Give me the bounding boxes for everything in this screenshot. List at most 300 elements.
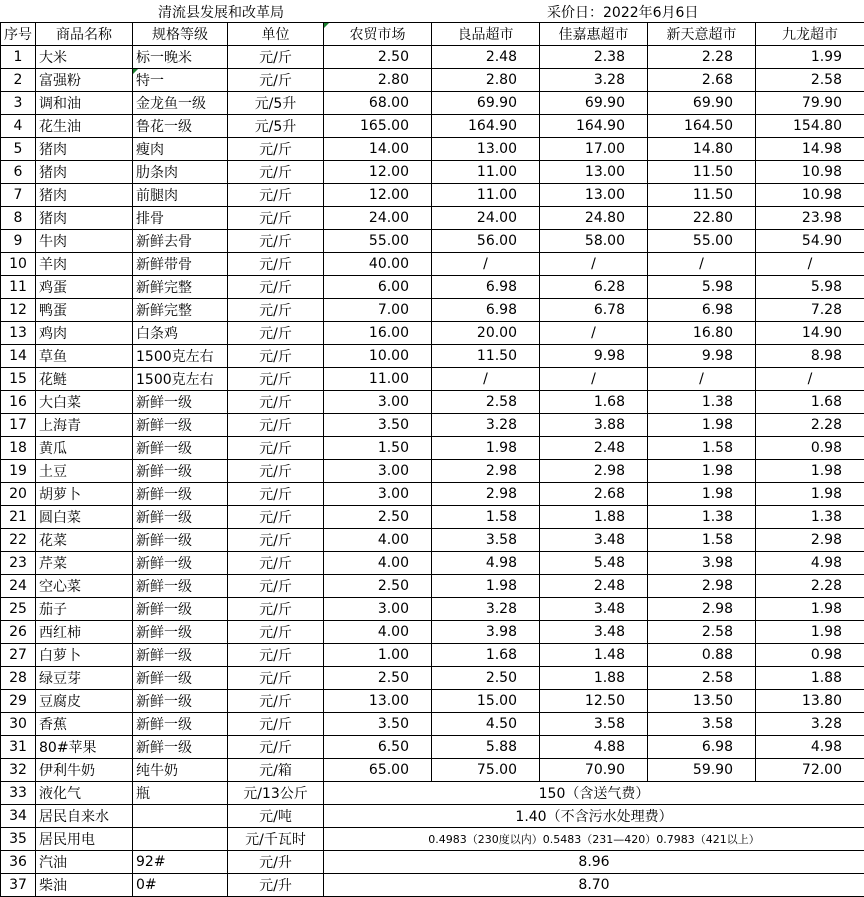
cell-unit[interactable]: 元/斤	[228, 644, 324, 667]
cell-unit[interactable]: 元/斤	[228, 299, 324, 322]
cell-unit[interactable]: 元/斤	[228, 690, 324, 713]
cell-xintianyi[interactable]: 2.58	[648, 621, 756, 644]
cell-unit[interactable]: 元/吨	[228, 805, 324, 828]
cell-jiajiahui[interactable]: 1.88	[540, 506, 648, 529]
cell-spec[interactable]: 新鲜一级	[133, 667, 228, 690]
cell-unit[interactable]: 元/斤	[228, 230, 324, 253]
cell-farmers-market[interactable]: 3.50	[324, 713, 432, 736]
cell-jiajiahui[interactable]: 3.48	[540, 621, 648, 644]
cell-liangpin[interactable]: 13.00	[432, 138, 540, 161]
cell-liangpin[interactable]: 3.98	[432, 621, 540, 644]
cell-jiajiahui[interactable]: 2.68	[540, 483, 648, 506]
cell-unit[interactable]: 元/13公斤	[228, 782, 324, 805]
cell-spec[interactable]: 新鲜一级	[133, 575, 228, 598]
cell-product[interactable]: 鸡蛋	[36, 276, 133, 299]
cell-spec[interactable]: 新鲜一级	[133, 690, 228, 713]
col-header-liangpin[interactable]: 良品超市	[432, 23, 540, 46]
cell-unit[interactable]: 元/升	[228, 851, 324, 874]
cell-jiajiahui[interactable]: 6.28	[540, 276, 648, 299]
cell-product[interactable]: 空心菜	[36, 575, 133, 598]
cell-jiulong[interactable]: 54.90	[756, 230, 864, 253]
cell-jiulong[interactable]: 23.98	[756, 207, 864, 230]
cell-jiulong[interactable]: 1.99	[756, 46, 864, 69]
cell-product[interactable]: 西红柿	[36, 621, 133, 644]
cell-unit[interactable]: 元/斤	[228, 184, 324, 207]
cell-index[interactable]: 6	[1, 161, 36, 184]
cell-index[interactable]: 32	[1, 759, 36, 782]
cell-xintianyi[interactable]: 11.50	[648, 161, 756, 184]
cell-unit[interactable]: 元/斤	[228, 506, 324, 529]
cell-farmers-market[interactable]: 3.00	[324, 460, 432, 483]
cell-liangpin[interactable]: 3.28	[432, 414, 540, 437]
cell-liangpin[interactable]: 1.98	[432, 575, 540, 598]
cell-spec[interactable]: 纯牛奶	[133, 759, 228, 782]
cell-liangpin[interactable]: 20.00	[432, 322, 540, 345]
cell-unit[interactable]: 元/斤	[228, 414, 324, 437]
cell-jiajiahui[interactable]: /	[540, 253, 648, 276]
cell-liangpin[interactable]: 1.58	[432, 506, 540, 529]
cell-unit[interactable]: 元/斤	[228, 621, 324, 644]
cell-xintianyi[interactable]: 6.98	[648, 736, 756, 759]
cell-spec[interactable]: 金龙鱼一级	[133, 92, 228, 115]
cell-index[interactable]: 1	[1, 46, 36, 69]
cell-farmers-market[interactable]: 40.00	[324, 253, 432, 276]
cell-farmers-market[interactable]: 4.00	[324, 552, 432, 575]
cell-index[interactable]: 26	[1, 621, 36, 644]
cell-index[interactable]: 16	[1, 391, 36, 414]
cell-unit[interactable]: 元/斤	[228, 207, 324, 230]
col-header-index[interactable]: 序号	[1, 23, 36, 46]
col-header-spec[interactable]: 规格等级	[133, 23, 228, 46]
cell-index[interactable]: 8	[1, 207, 36, 230]
cell-farmers-market[interactable]: 3.50	[324, 414, 432, 437]
cell-farmers-market[interactable]: 24.00	[324, 207, 432, 230]
cell-liangpin[interactable]: 11.50	[432, 345, 540, 368]
cell-index[interactable]: 25	[1, 598, 36, 621]
cell-xintianyi[interactable]: 1.38	[648, 391, 756, 414]
cell-xintianyi[interactable]: 2.98	[648, 575, 756, 598]
cell-product[interactable]: 伊利牛奶	[36, 759, 133, 782]
cell-product[interactable]: 猪肉	[36, 207, 133, 230]
cell-jiulong[interactable]: 154.80	[756, 115, 864, 138]
cell-index[interactable]: 23	[1, 552, 36, 575]
cell-xintianyi[interactable]: 16.80	[648, 322, 756, 345]
cell-spec[interactable]: 92#	[133, 851, 228, 874]
cell-jiulong[interactable]: 14.90	[756, 322, 864, 345]
cell-farmers-market[interactable]: 1.50	[324, 437, 432, 460]
cell-farmers-market[interactable]: 1.00	[324, 644, 432, 667]
cell-jiulong[interactable]: 3.28	[756, 713, 864, 736]
cell-index[interactable]: 21	[1, 506, 36, 529]
cell-unit[interactable]: 元/斤	[228, 46, 324, 69]
col-header-jiulong[interactable]: 九龙超市	[756, 23, 864, 46]
cell-spec[interactable]: 新鲜去骨	[133, 230, 228, 253]
cell-liangpin[interactable]: 164.90	[432, 115, 540, 138]
cell-product[interactable]: 花菜	[36, 529, 133, 552]
cell-index[interactable]: 33	[1, 782, 36, 805]
cell-farmers-market[interactable]: 165.00	[324, 115, 432, 138]
cell-index[interactable]: 10	[1, 253, 36, 276]
cell-merged-price[interactable]: 150（含送气费）	[324, 782, 864, 805]
cell-liangpin[interactable]: 6.98	[432, 299, 540, 322]
cell-merged-price[interactable]: 8.96	[324, 851, 864, 874]
cell-jiulong[interactable]: 10.98	[756, 161, 864, 184]
cell-farmers-market[interactable]: 4.00	[324, 621, 432, 644]
cell-index[interactable]: 3	[1, 92, 36, 115]
cell-liangpin[interactable]: 11.00	[432, 184, 540, 207]
cell-product[interactable]: 绿豆芽	[36, 667, 133, 690]
col-header-farmers-market[interactable]: 农贸市场	[324, 23, 432, 46]
cell-index[interactable]: 2	[1, 69, 36, 92]
cell-liangpin[interactable]: 4.50	[432, 713, 540, 736]
cell-index[interactable]: 17	[1, 414, 36, 437]
cell-merged-price[interactable]: 0.4983（230度以内）0.5483（231—420）0.7983（421以上）	[324, 828, 864, 851]
cell-farmers-market[interactable]: 6.50	[324, 736, 432, 759]
cell-jiulong[interactable]: 2.58	[756, 69, 864, 92]
cell-index[interactable]: 13	[1, 322, 36, 345]
cell-unit[interactable]: 元/斤	[228, 161, 324, 184]
cell-spec[interactable]	[133, 828, 228, 851]
cell-xintianyi[interactable]: 69.90	[648, 92, 756, 115]
cell-product[interactable]: 白萝卜	[36, 644, 133, 667]
cell-product[interactable]: 茄子	[36, 598, 133, 621]
cell-unit[interactable]: 元/斤	[228, 667, 324, 690]
cell-product[interactable]: 圆白菜	[36, 506, 133, 529]
cell-product[interactable]: 黄瓜	[36, 437, 133, 460]
cell-xintianyi[interactable]: 2.98	[648, 598, 756, 621]
cell-jiulong[interactable]: 1.98	[756, 460, 864, 483]
cell-liangpin[interactable]: 1.68	[432, 644, 540, 667]
cell-liangpin[interactable]: 75.00	[432, 759, 540, 782]
cell-spec[interactable]: 肋条肉	[133, 161, 228, 184]
cell-xintianyi[interactable]: 22.80	[648, 207, 756, 230]
cell-xintianyi[interactable]: 59.90	[648, 759, 756, 782]
cell-jiajiahui[interactable]: 5.48	[540, 552, 648, 575]
cell-spec[interactable]: 新鲜一级	[133, 506, 228, 529]
cell-spec[interactable]: 新鲜一级	[133, 713, 228, 736]
cell-jiajiahui[interactable]: 3.88	[540, 414, 648, 437]
cell-liangpin[interactable]: 2.80	[432, 69, 540, 92]
cell-index[interactable]: 24	[1, 575, 36, 598]
cell-jiajiahui[interactable]: 2.38	[540, 46, 648, 69]
cell-jiajiahui[interactable]: 1.68	[540, 391, 648, 414]
cell-product[interactable]: 汽油	[36, 851, 133, 874]
cell-xintianyi[interactable]: 1.98	[648, 460, 756, 483]
cell-jiajiahui[interactable]: 164.90	[540, 115, 648, 138]
cell-farmers-market[interactable]: 11.00	[324, 368, 432, 391]
cell-xintianyi[interactable]: 2.58	[648, 667, 756, 690]
cell-product[interactable]: 花鲢	[36, 368, 133, 391]
cell-index[interactable]: 28	[1, 667, 36, 690]
cell-spec[interactable]: 新鲜一级	[133, 621, 228, 644]
cell-liangpin[interactable]: 6.98	[432, 276, 540, 299]
cell-jiajiahui[interactable]: 3.28	[540, 69, 648, 92]
cell-xintianyi[interactable]: 3.58	[648, 713, 756, 736]
cell-product[interactable]: 土豆	[36, 460, 133, 483]
cell-spec[interactable]: 新鲜一级	[133, 736, 228, 759]
cell-product[interactable]: 上海青	[36, 414, 133, 437]
cell-liangpin[interactable]: 3.58	[432, 529, 540, 552]
cell-spec[interactable]: 0#	[133, 874, 228, 897]
cell-spec[interactable]: 新鲜一级	[133, 437, 228, 460]
cell-jiajiahui[interactable]: 2.98	[540, 460, 648, 483]
cell-index[interactable]: 19	[1, 460, 36, 483]
cell-spec[interactable]: 鲁花一级	[133, 115, 228, 138]
cell-xintianyi[interactable]: 1.98	[648, 414, 756, 437]
cell-spec[interactable]: 白条鸡	[133, 322, 228, 345]
cell-jiajiahui[interactable]: 9.98	[540, 345, 648, 368]
cell-spec[interactable]: 新鲜一级	[133, 552, 228, 575]
cell-xintianyi[interactable]: 1.58	[648, 437, 756, 460]
cell-jiulong[interactable]: 10.98	[756, 184, 864, 207]
cell-spec[interactable]: 标一晚米	[133, 46, 228, 69]
cell-liangpin[interactable]: 2.98	[432, 483, 540, 506]
cell-xintianyi[interactable]: 14.80	[648, 138, 756, 161]
cell-spec[interactable]: 1500克左右	[133, 368, 228, 391]
cell-product[interactable]: 大米	[36, 46, 133, 69]
cell-unit[interactable]: 元/斤	[228, 529, 324, 552]
cell-xintianyi[interactable]: 6.98	[648, 299, 756, 322]
cell-jiajiahui[interactable]: 3.48	[540, 598, 648, 621]
cell-product[interactable]: 芹菜	[36, 552, 133, 575]
cell-index[interactable]: 30	[1, 713, 36, 736]
cell-index[interactable]: 18	[1, 437, 36, 460]
cell-product[interactable]: 鸡肉	[36, 322, 133, 345]
cell-product[interactable]: 居民用电	[36, 828, 133, 851]
cell-spec[interactable]: 新鲜一级	[133, 391, 228, 414]
cell-merged-price[interactable]: 8.70	[324, 874, 864, 897]
cell-unit[interactable]: 元/5升	[228, 115, 324, 138]
cell-unit[interactable]: 元/5升	[228, 92, 324, 115]
cell-index[interactable]: 35	[1, 828, 36, 851]
cell-farmers-market[interactable]: 2.50	[324, 667, 432, 690]
cell-product[interactable]: 猪肉	[36, 138, 133, 161]
cell-jiajiahui[interactable]: 24.80	[540, 207, 648, 230]
cell-spec[interactable]: 特一	[133, 69, 228, 92]
cell-unit[interactable]: 元/斤	[228, 345, 324, 368]
cell-farmers-market[interactable]: 12.00	[324, 184, 432, 207]
cell-index[interactable]: 15	[1, 368, 36, 391]
cell-product[interactable]: 草鱼	[36, 345, 133, 368]
cell-xintianyi[interactable]: 13.50	[648, 690, 756, 713]
cell-index[interactable]: 14	[1, 345, 36, 368]
cell-liangpin[interactable]: 1.98	[432, 437, 540, 460]
cell-index[interactable]: 36	[1, 851, 36, 874]
cell-jiajiahui[interactable]: 12.50	[540, 690, 648, 713]
cell-product[interactable]: 鸭蛋	[36, 299, 133, 322]
cell-unit[interactable]: 元/箱	[228, 759, 324, 782]
cell-jiulong[interactable]: 1.68	[756, 391, 864, 414]
cell-liangpin[interactable]: /	[432, 253, 540, 276]
cell-jiulong[interactable]: 2.98	[756, 529, 864, 552]
cell-index[interactable]: 29	[1, 690, 36, 713]
cell-unit[interactable]: 元/斤	[228, 460, 324, 483]
cell-farmers-market[interactable]: 14.00	[324, 138, 432, 161]
cell-jiajiahui[interactable]: 2.48	[540, 575, 648, 598]
cell-spec[interactable]: 新鲜完整	[133, 276, 228, 299]
cell-jiajiahui[interactable]: /	[540, 368, 648, 391]
cell-jiulong[interactable]: 1.98	[756, 621, 864, 644]
cell-spec[interactable]: 瓶	[133, 782, 228, 805]
cell-product[interactable]: 羊肉	[36, 253, 133, 276]
cell-product[interactable]: 富强粉	[36, 69, 133, 92]
cell-liangpin[interactable]: 2.58	[432, 391, 540, 414]
cell-unit[interactable]: 元/千瓦时	[228, 828, 324, 851]
cell-unit[interactable]: 元/斤	[228, 368, 324, 391]
cell-xintianyi[interactable]: 164.50	[648, 115, 756, 138]
cell-farmers-market[interactable]: 12.00	[324, 161, 432, 184]
cell-spec[interactable]: 1500克左右	[133, 345, 228, 368]
cell-jiulong[interactable]: 2.28	[756, 414, 864, 437]
cell-unit[interactable]: 元/斤	[228, 391, 324, 414]
cell-jiajiahui[interactable]: 4.88	[540, 736, 648, 759]
cell-product[interactable]: 香蕉	[36, 713, 133, 736]
cell-jiajiahui[interactable]: 13.00	[540, 184, 648, 207]
cell-xintianyi[interactable]: 1.38	[648, 506, 756, 529]
cell-jiulong[interactable]: 7.28	[756, 299, 864, 322]
cell-liangpin[interactable]: 56.00	[432, 230, 540, 253]
cell-index[interactable]: 11	[1, 276, 36, 299]
cell-product[interactable]: 猪肉	[36, 184, 133, 207]
cell-xintianyi[interactable]: 9.98	[648, 345, 756, 368]
cell-unit[interactable]: 元/升	[228, 874, 324, 897]
cell-farmers-market[interactable]: 68.00	[324, 92, 432, 115]
cell-spec[interactable]: 新鲜一级	[133, 483, 228, 506]
cell-xintianyi[interactable]: 2.68	[648, 69, 756, 92]
cell-product[interactable]: 胡萝卜	[36, 483, 133, 506]
cell-xintianyi[interactable]: 3.98	[648, 552, 756, 575]
cell-liangpin[interactable]: 2.48	[432, 46, 540, 69]
cell-index[interactable]: 20	[1, 483, 36, 506]
cell-jiulong[interactable]: 1.98	[756, 598, 864, 621]
col-header-xintianyi[interactable]: 新天意超市	[648, 23, 756, 46]
cell-product[interactable]: 居民自来水	[36, 805, 133, 828]
cell-liangpin[interactable]: 24.00	[432, 207, 540, 230]
cell-spec[interactable]: 排骨	[133, 207, 228, 230]
cell-jiulong[interactable]: 0.98	[756, 437, 864, 460]
cell-xintianyi[interactable]: 1.58	[648, 529, 756, 552]
cell-farmers-market[interactable]: 4.00	[324, 529, 432, 552]
cell-unit[interactable]: 元/斤	[228, 276, 324, 299]
cell-farmers-market[interactable]: 2.80	[324, 69, 432, 92]
cell-unit[interactable]: 元/斤	[228, 483, 324, 506]
cell-product[interactable]: 牛肉	[36, 230, 133, 253]
cell-liangpin[interactable]: 3.28	[432, 598, 540, 621]
cell-jiajiahui[interactable]: 58.00	[540, 230, 648, 253]
cell-jiulong[interactable]: 79.90	[756, 92, 864, 115]
cell-jiajiahui[interactable]: 70.90	[540, 759, 648, 782]
cell-jiulong[interactable]: 4.98	[756, 552, 864, 575]
cell-farmers-market[interactable]: 2.50	[324, 575, 432, 598]
cell-farmers-market[interactable]: 2.50	[324, 46, 432, 69]
cell-unit[interactable]: 元/斤	[228, 552, 324, 575]
cell-jiajiahui[interactable]: 1.88	[540, 667, 648, 690]
cell-liangpin[interactable]: 15.00	[432, 690, 540, 713]
cell-unit[interactable]: 元/斤	[228, 437, 324, 460]
cell-farmers-market[interactable]: 16.00	[324, 322, 432, 345]
cell-xintianyi[interactable]: 2.28	[648, 46, 756, 69]
cell-spec[interactable]: 新鲜一级	[133, 598, 228, 621]
cell-unit[interactable]: 元/斤	[228, 138, 324, 161]
cell-product[interactable]: 豆腐皮	[36, 690, 133, 713]
cell-farmers-market[interactable]: 2.50	[324, 506, 432, 529]
cell-jiulong[interactable]: 4.98	[756, 736, 864, 759]
cell-product[interactable]: 花生油	[36, 115, 133, 138]
cell-jiulong[interactable]: 1.38	[756, 506, 864, 529]
cell-jiajiahui[interactable]: 3.48	[540, 529, 648, 552]
cell-xintianyi[interactable]: 5.98	[648, 276, 756, 299]
cell-index[interactable]: 22	[1, 529, 36, 552]
cell-liangpin[interactable]: 11.00	[432, 161, 540, 184]
cell-jiajiahui[interactable]: 6.78	[540, 299, 648, 322]
cell-jiajiahui[interactable]: 3.58	[540, 713, 648, 736]
col-header-product[interactable]: 商品名称	[36, 23, 133, 46]
cell-farmers-market[interactable]: 3.00	[324, 391, 432, 414]
cell-liangpin[interactable]: /	[432, 368, 540, 391]
cell-index[interactable]: 12	[1, 299, 36, 322]
cell-jiulong[interactable]: 72.00	[756, 759, 864, 782]
cell-liangpin[interactable]: 2.98	[432, 460, 540, 483]
cell-index[interactable]: 7	[1, 184, 36, 207]
cell-index[interactable]: 34	[1, 805, 36, 828]
cell-product[interactable]: 大白菜	[36, 391, 133, 414]
cell-spec[interactable]: 新鲜一级	[133, 460, 228, 483]
cell-spec[interactable]: 新鲜带骨	[133, 253, 228, 276]
cell-xintianyi[interactable]: 11.50	[648, 184, 756, 207]
cell-jiulong[interactable]: 2.28	[756, 575, 864, 598]
cell-jiulong[interactable]: 1.98	[756, 483, 864, 506]
cell-spec[interactable]: 瘦肉	[133, 138, 228, 161]
cell-spec[interactable]: 新鲜一级	[133, 414, 228, 437]
cell-jiajiahui[interactable]: 13.00	[540, 161, 648, 184]
cell-liangpin[interactable]: 4.98	[432, 552, 540, 575]
cell-merged-price[interactable]: 1.40（不含污水处理费）	[324, 805, 864, 828]
cell-farmers-market[interactable]: 3.00	[324, 598, 432, 621]
cell-xintianyi[interactable]: 55.00	[648, 230, 756, 253]
cell-index[interactable]: 37	[1, 874, 36, 897]
cell-spec[interactable]: 新鲜完整	[133, 299, 228, 322]
cell-jiajiahui[interactable]: 69.90	[540, 92, 648, 115]
cell-index[interactable]: 31	[1, 736, 36, 759]
cell-farmers-market[interactable]: 13.00	[324, 690, 432, 713]
cell-unit[interactable]: 元/斤	[228, 575, 324, 598]
cell-jiulong[interactable]: 0.98	[756, 644, 864, 667]
cell-jiajiahui[interactable]: 17.00	[540, 138, 648, 161]
cell-farmers-market[interactable]: 55.00	[324, 230, 432, 253]
cell-xintianyi[interactable]: /	[648, 368, 756, 391]
cell-spec[interactable]: 新鲜一级	[133, 644, 228, 667]
col-header-jiajiahui[interactable]: 佳嘉惠超市	[540, 23, 648, 46]
cell-index[interactable]: 27	[1, 644, 36, 667]
cell-product[interactable]: 80#苹果	[36, 736, 133, 759]
cell-product[interactable]: 柴油	[36, 874, 133, 897]
cell-product[interactable]: 调和油	[36, 92, 133, 115]
cell-index[interactable]: 9	[1, 230, 36, 253]
cell-jiulong[interactable]: /	[756, 253, 864, 276]
cell-jiulong[interactable]: 14.98	[756, 138, 864, 161]
cell-unit[interactable]: 元/斤	[228, 69, 324, 92]
cell-spec[interactable]: 前腿肉	[133, 184, 228, 207]
cell-jiajiahui[interactable]: 1.48	[540, 644, 648, 667]
cell-liangpin[interactable]: 2.50	[432, 667, 540, 690]
cell-xintianyi[interactable]: 1.98	[648, 483, 756, 506]
cell-farmers-market[interactable]: 3.00	[324, 483, 432, 506]
cell-spec[interactable]	[133, 805, 228, 828]
cell-unit[interactable]: 元/斤	[228, 598, 324, 621]
cell-liangpin[interactable]: 69.90	[432, 92, 540, 115]
cell-xintianyi[interactable]: 0.88	[648, 644, 756, 667]
cell-jiulong[interactable]: 8.98	[756, 345, 864, 368]
